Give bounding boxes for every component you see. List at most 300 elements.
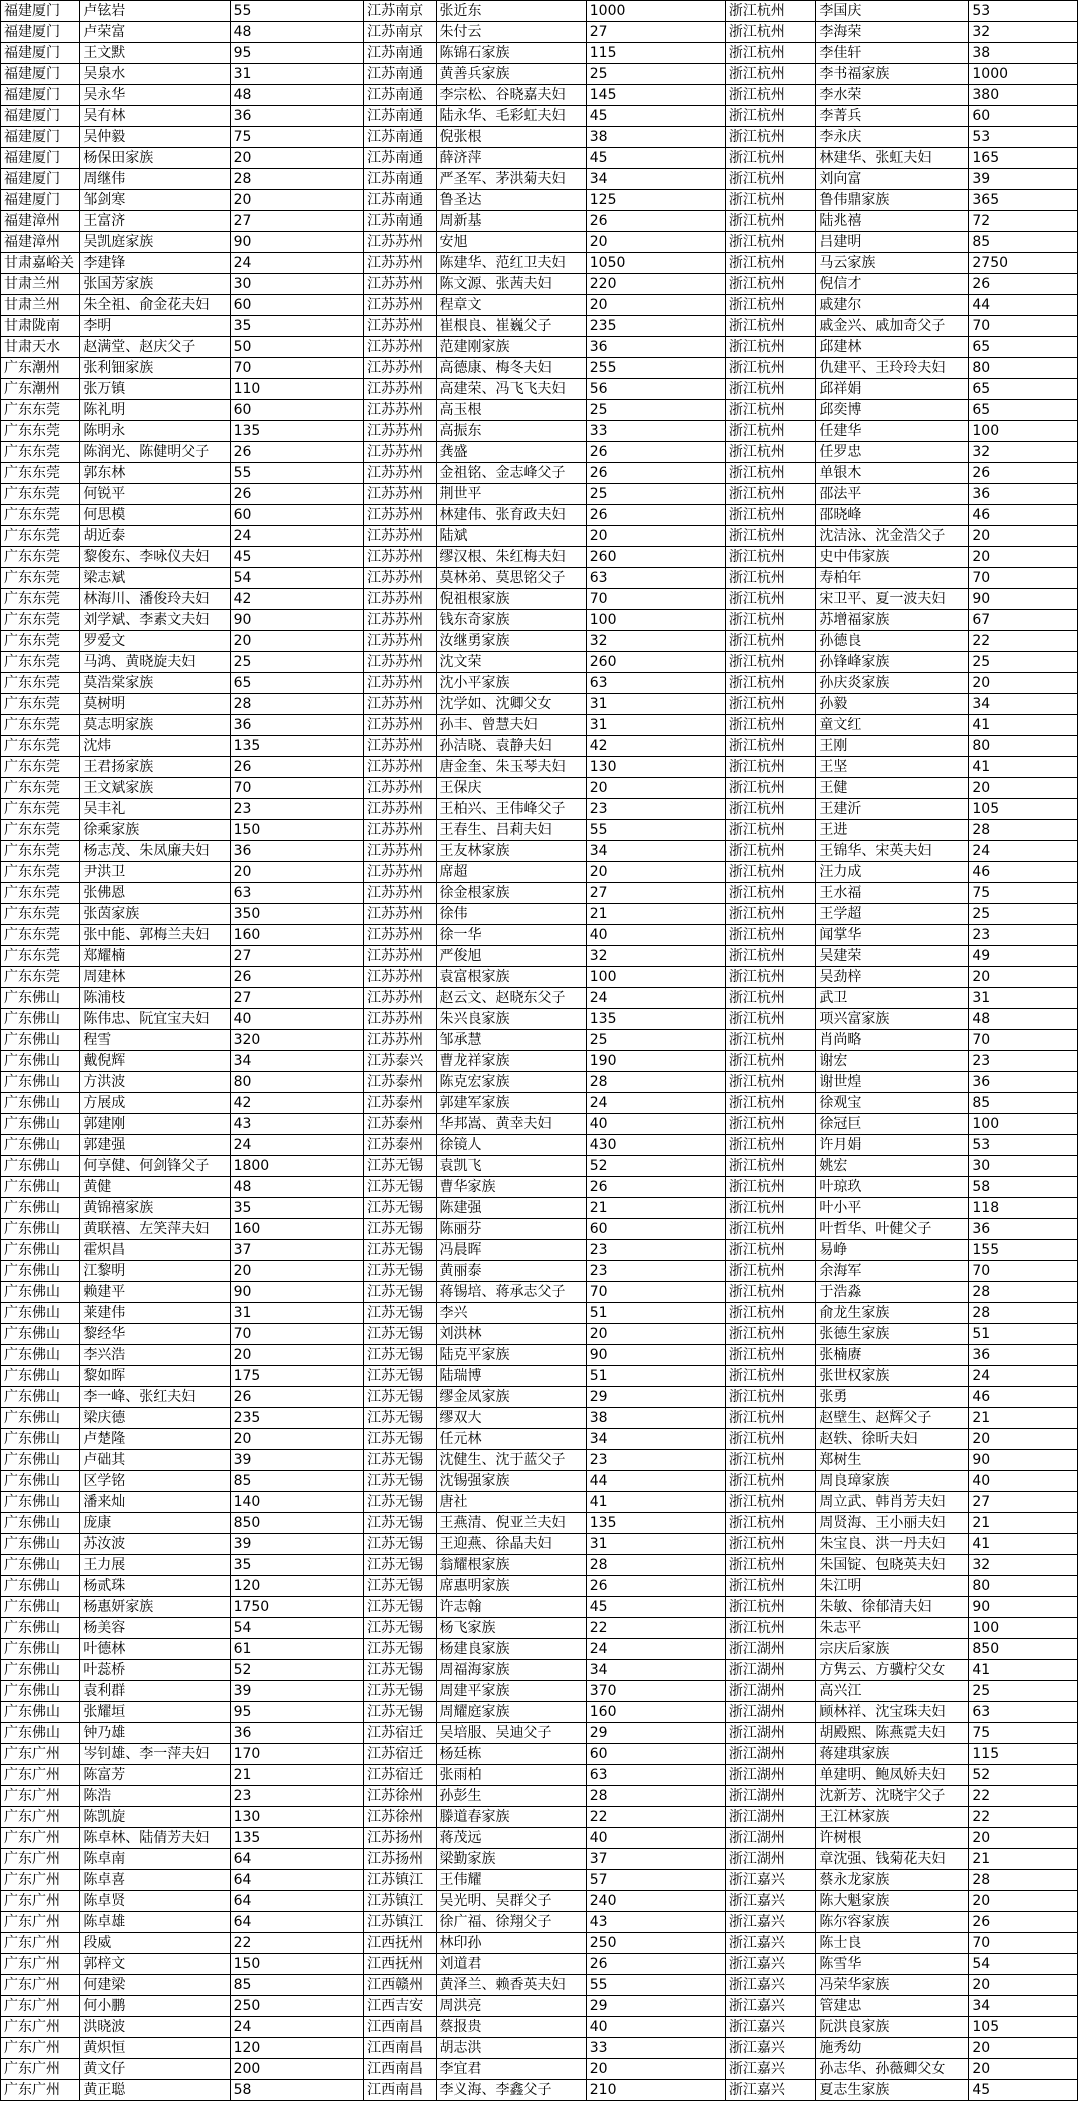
table-row xyxy=(1,1387,1078,1408)
name-c-cell: 倪信才 xyxy=(816,274,969,295)
table-row xyxy=(1,925,1078,946)
amount-c-cell: 1000 xyxy=(969,64,1078,85)
name-c-cell: 赵壁生、赵辉父子 xyxy=(816,1408,969,1429)
region-b-cell: 江苏泰州 xyxy=(364,1114,436,1135)
amount-c-cell: 90 xyxy=(969,1450,1078,1471)
region-b-cell: 江苏无锡 xyxy=(364,1492,436,1513)
name-c-cell: 寿柏年 xyxy=(816,568,969,589)
region-a-cell: 广东广州 xyxy=(1,2038,80,2059)
region-c-cell: 浙江杭州 xyxy=(725,631,815,652)
name-a-cell: 洪晓波 xyxy=(80,2017,230,2038)
amount-b-cell: 145 xyxy=(586,85,725,106)
table-row xyxy=(1,2038,1078,2059)
amount-b-cell: 34 xyxy=(586,841,725,862)
table-row xyxy=(1,799,1078,820)
amount-b-cell: 70 xyxy=(586,1282,725,1303)
amount-b-cell: 22 xyxy=(586,1618,725,1639)
region-c-cell: 浙江杭州 xyxy=(725,85,815,106)
name-b-cell: 任元林 xyxy=(436,1429,586,1450)
region-a-cell: 广东东莞 xyxy=(1,799,80,820)
name-b-cell: 高建荣、冯飞飞夫妇 xyxy=(436,379,586,400)
table-row xyxy=(1,64,1078,85)
amount-c-cell: 25 xyxy=(969,1681,1078,1702)
name-a-cell: 陈卓雄 xyxy=(80,1912,230,1933)
name-c-cell: 朱宝良、洪一丹夫妇 xyxy=(816,1534,969,1555)
name-c-cell: 陆兆禧 xyxy=(816,211,969,232)
name-b-cell: 周新基 xyxy=(436,211,586,232)
amount-a-cell: 28 xyxy=(230,694,364,715)
region-b-cell: 江苏苏州 xyxy=(364,505,436,526)
amount-a-cell: 54 xyxy=(230,1618,364,1639)
name-a-cell: 王文默 xyxy=(80,43,230,64)
table-row xyxy=(1,1891,1078,1912)
amount-b-cell: 40 xyxy=(586,1114,725,1135)
name-b-cell: 林印孙 xyxy=(436,1933,586,1954)
amount-c-cell: 70 xyxy=(969,316,1078,337)
name-c-cell: 项兴富家族 xyxy=(816,1009,969,1030)
region-b-cell: 江苏南通 xyxy=(364,211,436,232)
name-c-cell: 宗庆后家族 xyxy=(816,1639,969,1660)
name-b-cell: 王保庆 xyxy=(436,778,586,799)
name-c-cell: 孙志华、孙薇卿父女 xyxy=(816,2059,969,2080)
region-b-cell: 江苏苏州 xyxy=(364,547,436,568)
amount-c-cell: 155 xyxy=(969,1240,1078,1261)
region-a-cell: 广东广州 xyxy=(1,2017,80,2038)
region-b-cell: 江苏苏州 xyxy=(364,673,436,694)
region-a-cell: 广东佛山 xyxy=(1,1240,80,1261)
region-a-cell: 广东东莞 xyxy=(1,547,80,568)
region-b-cell: 江苏无锡 xyxy=(364,1576,436,1597)
region-c-cell: 浙江杭州 xyxy=(725,526,815,547)
table-row xyxy=(1,1051,1078,1072)
name-a-cell: 戴倪辉 xyxy=(80,1051,230,1072)
region-b-cell: 江苏扬州 xyxy=(364,1849,436,1870)
amount-c-cell: 36 xyxy=(969,1219,1078,1240)
amount-b-cell: 21 xyxy=(586,1198,725,1219)
table-row xyxy=(1,505,1078,526)
region-c-cell: 浙江嘉兴 xyxy=(725,1975,815,1996)
amount-b-cell: 20 xyxy=(586,526,725,547)
amount-b-cell: 125 xyxy=(586,190,725,211)
amount-b-cell: 25 xyxy=(586,64,725,85)
amount-b-cell: 26 xyxy=(586,211,725,232)
name-c-cell: 邵法平 xyxy=(816,484,969,505)
amount-c-cell: 22 xyxy=(969,1807,1078,1828)
region-b-cell: 江苏无锡 xyxy=(364,1345,436,1366)
name-a-cell: 区学铭 xyxy=(80,1471,230,1492)
name-c-cell: 周良璋家族 xyxy=(816,1471,969,1492)
amount-b-cell: 1000 xyxy=(586,1,725,22)
amount-a-cell: 70 xyxy=(230,1324,364,1345)
name-a-cell: 王力展 xyxy=(80,1555,230,1576)
region-b-cell: 江苏镇江 xyxy=(364,1870,436,1891)
table-row xyxy=(1,547,1078,568)
amount-b-cell: 20 xyxy=(586,232,725,253)
name-c-cell: 孙毅 xyxy=(816,694,969,715)
region-c-cell: 浙江杭州 xyxy=(725,1555,815,1576)
region-c-cell: 浙江杭州 xyxy=(725,694,815,715)
name-c-cell: 沈洁泳、沈金浩父子 xyxy=(816,526,969,547)
region-c-cell: 浙江杭州 xyxy=(725,190,815,211)
region-c-cell: 浙江杭州 xyxy=(725,1,815,22)
amount-b-cell: 25 xyxy=(586,1030,725,1051)
region-b-cell: 江苏南京 xyxy=(364,1,436,22)
region-b-cell: 江苏南通 xyxy=(364,64,436,85)
region-b-cell: 江苏苏州 xyxy=(364,526,436,547)
table-row xyxy=(1,127,1078,148)
amount-c-cell: 40 xyxy=(969,1471,1078,1492)
region-c-cell: 浙江嘉兴 xyxy=(725,1996,815,2017)
amount-c-cell: 38 xyxy=(969,43,1078,64)
table-row xyxy=(1,568,1078,589)
region-c-cell: 浙江杭州 xyxy=(725,1534,815,1555)
table-row xyxy=(1,22,1078,43)
region-b-cell: 江苏苏州 xyxy=(364,316,436,337)
region-c-cell: 浙江杭州 xyxy=(725,1513,815,1534)
name-c-cell: 邵晓峰 xyxy=(816,505,969,526)
table-row xyxy=(1,1975,1078,1996)
name-a-cell: 邹剑寒 xyxy=(80,190,230,211)
table-row xyxy=(1,106,1078,127)
amount-b-cell: 430 xyxy=(586,1135,725,1156)
amount-b-cell: 1050 xyxy=(586,253,725,274)
region-a-cell: 福建漳州 xyxy=(1,211,80,232)
amount-c-cell: 105 xyxy=(969,799,1078,820)
amount-a-cell: 24 xyxy=(230,2017,364,2038)
amount-a-cell: 60 xyxy=(230,400,364,421)
amount-b-cell: 40 xyxy=(586,2017,725,2038)
region-a-cell: 广东佛山 xyxy=(1,1681,80,1702)
region-b-cell: 江西南昌 xyxy=(364,2038,436,2059)
name-c-cell: 陈大魁家族 xyxy=(816,1891,969,1912)
region-b-cell: 江苏无锡 xyxy=(364,1660,436,1681)
amount-b-cell: 34 xyxy=(586,1660,725,1681)
name-a-cell: 何小鹏 xyxy=(80,1996,230,2017)
table-row xyxy=(1,1534,1078,1555)
region-b-cell: 江苏苏州 xyxy=(364,988,436,1009)
region-c-cell: 浙江杭州 xyxy=(725,1198,815,1219)
amount-b-cell: 240 xyxy=(586,1891,725,1912)
region-b-cell: 江苏苏州 xyxy=(364,568,436,589)
region-a-cell: 广东东莞 xyxy=(1,925,80,946)
region-a-cell: 广东东莞 xyxy=(1,862,80,883)
name-b-cell: 张近东 xyxy=(436,1,586,22)
region-a-cell: 广东佛山 xyxy=(1,1030,80,1051)
region-b-cell: 江西南昌 xyxy=(364,2017,436,2038)
amount-c-cell: 80 xyxy=(969,358,1078,379)
region-c-cell: 浙江湖州 xyxy=(725,1807,815,1828)
region-b-cell: 江苏无锡 xyxy=(364,1261,436,1282)
table-row xyxy=(1,1303,1078,1324)
amount-a-cell: 61 xyxy=(230,1639,364,1660)
name-c-cell: 蔡永龙家族 xyxy=(816,1870,969,1891)
region-a-cell: 广东佛山 xyxy=(1,1597,80,1618)
region-b-cell: 江苏苏州 xyxy=(364,757,436,778)
table-row xyxy=(1,862,1078,883)
amount-b-cell: 57 xyxy=(586,1870,725,1891)
region-a-cell: 广东广州 xyxy=(1,1849,80,1870)
region-c-cell: 浙江杭州 xyxy=(725,589,815,610)
name-a-cell: 黄炽恒 xyxy=(80,2038,230,2059)
amount-b-cell: 31 xyxy=(586,694,725,715)
name-c-cell: 朱敏、徐郁清夫妇 xyxy=(816,1597,969,1618)
region-a-cell: 广东东莞 xyxy=(1,652,80,673)
amount-c-cell: 25 xyxy=(969,652,1078,673)
region-b-cell: 江苏无锡 xyxy=(364,1702,436,1723)
amount-b-cell: 130 xyxy=(586,757,725,778)
table-row xyxy=(1,1555,1078,1576)
region-c-cell: 浙江杭州 xyxy=(725,295,815,316)
region-c-cell: 浙江杭州 xyxy=(725,967,815,988)
name-a-cell: 赵满堂、赵庆父子 xyxy=(80,337,230,358)
amount-b-cell: 190 xyxy=(586,1051,725,1072)
amount-a-cell: 110 xyxy=(230,379,364,400)
table-row xyxy=(1,1702,1078,1723)
name-c-cell: 朱国锭、包晓英夫妇 xyxy=(816,1555,969,1576)
name-c-cell: 肖尚略 xyxy=(816,1030,969,1051)
region-a-cell: 广东广州 xyxy=(1,1744,80,1765)
amount-a-cell: 20 xyxy=(230,1345,364,1366)
region-b-cell: 江苏苏州 xyxy=(364,610,436,631)
amount-c-cell: 60 xyxy=(969,106,1078,127)
region-a-cell: 广东广州 xyxy=(1,1828,80,1849)
amount-c-cell: 54 xyxy=(969,1954,1078,1975)
table-row xyxy=(1,736,1078,757)
table-row xyxy=(1,1849,1078,1870)
region-b-cell: 江苏无锡 xyxy=(364,1387,436,1408)
amount-a-cell: 40 xyxy=(230,1009,364,1030)
name-c-cell: 邱建林 xyxy=(816,337,969,358)
amount-c-cell: 41 xyxy=(969,715,1078,736)
table-row xyxy=(1,1345,1078,1366)
region-a-cell: 广东佛山 xyxy=(1,1702,80,1723)
amount-a-cell: 1750 xyxy=(230,1597,364,1618)
amount-a-cell: 20 xyxy=(230,1429,364,1450)
amount-a-cell: 70 xyxy=(230,358,364,379)
region-a-cell: 广东东莞 xyxy=(1,694,80,715)
name-a-cell: 罗爱文 xyxy=(80,631,230,652)
table-row xyxy=(1,295,1078,316)
name-a-cell: 江黎明 xyxy=(80,1261,230,1282)
table-row xyxy=(1,589,1078,610)
region-c-cell: 浙江杭州 xyxy=(725,232,815,253)
amount-c-cell: 25 xyxy=(969,904,1078,925)
amount-b-cell: 38 xyxy=(586,127,725,148)
amount-c-cell: 23 xyxy=(969,1051,1078,1072)
name-c-cell: 史中伟家族 xyxy=(816,547,969,568)
region-a-cell: 广东佛山 xyxy=(1,1387,80,1408)
amount-c-cell: 115 xyxy=(969,1744,1078,1765)
region-a-cell: 福建厦门 xyxy=(1,127,80,148)
amount-c-cell: 165 xyxy=(969,148,1078,169)
region-b-cell: 江苏南通 xyxy=(364,148,436,169)
region-c-cell: 浙江湖州 xyxy=(725,1828,815,1849)
region-a-cell: 福建厦门 xyxy=(1,43,80,64)
amount-c-cell: 70 xyxy=(969,568,1078,589)
amount-a-cell: 48 xyxy=(230,85,364,106)
name-a-cell: 方洪波 xyxy=(80,1072,230,1093)
name-c-cell: 张勇 xyxy=(816,1387,969,1408)
amount-a-cell: 60 xyxy=(230,505,364,526)
table-row xyxy=(1,694,1078,715)
name-c-cell: 王学超 xyxy=(816,904,969,925)
amount-a-cell: 27 xyxy=(230,211,364,232)
name-b-cell: 陈文源、张茜夫妇 xyxy=(436,274,586,295)
name-c-cell: 阮洪良家族 xyxy=(816,2017,969,2038)
name-b-cell: 唐社 xyxy=(436,1492,586,1513)
name-b-cell: 王友林家族 xyxy=(436,841,586,862)
table-row xyxy=(1,379,1078,400)
name-c-cell: 夏志生家族 xyxy=(816,2080,969,2101)
amount-a-cell: 28 xyxy=(230,169,364,190)
name-a-cell: 赖建平 xyxy=(80,1282,230,1303)
name-a-cell: 杨惠妍家族 xyxy=(80,1597,230,1618)
amount-b-cell: 45 xyxy=(586,1597,725,1618)
region-a-cell: 福建厦门 xyxy=(1,85,80,106)
region-c-cell: 浙江杭州 xyxy=(725,1135,815,1156)
region-c-cell: 浙江杭州 xyxy=(725,1282,815,1303)
region-a-cell: 广东东莞 xyxy=(1,505,80,526)
region-c-cell: 浙江嘉兴 xyxy=(725,1933,815,1954)
amount-c-cell: 27 xyxy=(969,1492,1078,1513)
name-b-cell: 缪汉根、朱红梅夫妇 xyxy=(436,547,586,568)
table-row xyxy=(1,1618,1078,1639)
name-c-cell: 叶哲华、叶健父子 xyxy=(816,1219,969,1240)
region-a-cell: 广东佛山 xyxy=(1,1345,80,1366)
name-c-cell: 孙锋峰家族 xyxy=(816,652,969,673)
name-b-cell: 陈锦石家族 xyxy=(436,43,586,64)
amount-b-cell: 41 xyxy=(586,1492,725,1513)
name-a-cell: 黄联禧、左笑萍夫妇 xyxy=(80,1219,230,1240)
region-c-cell: 浙江杭州 xyxy=(725,1093,815,1114)
amount-b-cell: 370 xyxy=(586,1681,725,1702)
table-row xyxy=(1,1198,1078,1219)
name-b-cell: 黄丽泰 xyxy=(436,1261,586,1282)
region-b-cell: 江苏苏州 xyxy=(364,862,436,883)
region-c-cell: 浙江嘉兴 xyxy=(725,1870,815,1891)
amount-a-cell: 200 xyxy=(230,2059,364,2080)
region-b-cell: 江苏无锡 xyxy=(364,1219,436,1240)
region-c-cell: 浙江嘉兴 xyxy=(725,2059,815,2080)
name-b-cell: 蔡报贵 xyxy=(436,2017,586,2038)
region-a-cell: 广东东莞 xyxy=(1,463,80,484)
amount-b-cell: 25 xyxy=(586,400,725,421)
amount-b-cell: 29 xyxy=(586,1996,725,2017)
name-a-cell: 陈卓喜 xyxy=(80,1870,230,1891)
region-b-cell: 江苏无锡 xyxy=(364,1408,436,1429)
name-c-cell: 李水荣 xyxy=(816,85,969,106)
name-a-cell: 吴永华 xyxy=(80,85,230,106)
name-a-cell: 郭建强 xyxy=(80,1135,230,1156)
region-a-cell: 广东佛山 xyxy=(1,1450,80,1471)
region-a-cell: 广东东莞 xyxy=(1,967,80,988)
region-c-cell: 浙江杭州 xyxy=(725,715,815,736)
name-c-cell: 吴劲梓 xyxy=(816,967,969,988)
amount-c-cell: 46 xyxy=(969,862,1078,883)
region-c-cell: 浙江杭州 xyxy=(725,421,815,442)
region-a-cell: 广东佛山 xyxy=(1,1198,80,1219)
table-row xyxy=(1,1471,1078,1492)
table-row xyxy=(1,1030,1078,1051)
amount-c-cell: 34 xyxy=(969,1996,1078,2017)
amount-a-cell: 26 xyxy=(230,442,364,463)
name-c-cell: 仇建平、王玲玲夫妇 xyxy=(816,358,969,379)
name-b-cell: 鲁圣达 xyxy=(436,190,586,211)
amount-a-cell: 45 xyxy=(230,547,364,568)
region-c-cell: 浙江湖州 xyxy=(725,1660,815,1681)
table-row xyxy=(1,841,1078,862)
name-b-cell: 朱兴良家族 xyxy=(436,1009,586,1030)
amount-b-cell: 37 xyxy=(586,1849,725,1870)
name-b-cell: 华邦嵩、黄幸夫妇 xyxy=(436,1114,586,1135)
amount-c-cell: 28 xyxy=(969,820,1078,841)
name-a-cell: 陈富芳 xyxy=(80,1765,230,1786)
name-a-cell: 陈润光、陈健明父子 xyxy=(80,442,230,463)
name-a-cell: 何思模 xyxy=(80,505,230,526)
name-c-cell: 于浩淼 xyxy=(816,1282,969,1303)
name-b-cell: 黄泽兰、赖香英夫妇 xyxy=(436,1975,586,1996)
amount-a-cell: 39 xyxy=(230,1681,364,1702)
name-b-cell: 赵云文、赵晓东父子 xyxy=(436,988,586,1009)
name-b-cell: 周洪亮 xyxy=(436,1996,586,2017)
region-b-cell: 江苏无锡 xyxy=(364,1639,436,1660)
table-row xyxy=(1,1744,1078,1765)
name-c-cell: 章沈强、钱菊花夫妇 xyxy=(816,1849,969,1870)
name-c-cell: 朱江明 xyxy=(816,1576,969,1597)
name-c-cell: 周立武、韩肖芳夫妇 xyxy=(816,1492,969,1513)
region-c-cell: 浙江杭州 xyxy=(725,988,815,1009)
amount-c-cell: 39 xyxy=(969,169,1078,190)
name-b-cell: 缪金凤家族 xyxy=(436,1387,586,1408)
amount-a-cell: 64 xyxy=(230,1870,364,1891)
name-c-cell: 汪力成 xyxy=(816,862,969,883)
name-a-cell: 杨美容 xyxy=(80,1618,230,1639)
amount-b-cell: 33 xyxy=(586,2038,725,2059)
region-c-cell: 浙江杭州 xyxy=(725,274,815,295)
region-c-cell: 浙江杭州 xyxy=(725,862,815,883)
name-b-cell: 王柏兴、王伟峰父子 xyxy=(436,799,586,820)
amount-b-cell: 26 xyxy=(586,1954,725,1975)
name-a-cell: 王君扬家族 xyxy=(80,757,230,778)
region-a-cell: 福建厦门 xyxy=(1,169,80,190)
name-c-cell: 王健 xyxy=(816,778,969,799)
amount-b-cell: 33 xyxy=(586,421,725,442)
name-c-cell: 许树根 xyxy=(816,1828,969,1849)
name-c-cell: 叶小平 xyxy=(816,1198,969,1219)
amount-a-cell: 75 xyxy=(230,127,364,148)
amount-a-cell: 70 xyxy=(230,778,364,799)
region-b-cell: 江苏苏州 xyxy=(364,736,436,757)
table-row xyxy=(1,2080,1078,2101)
name-c-cell: 陈尔容家族 xyxy=(816,1912,969,1933)
region-a-cell: 广东广州 xyxy=(1,1912,80,1933)
region-c-cell: 浙江杭州 xyxy=(725,1492,815,1513)
region-c-cell: 浙江嘉兴 xyxy=(725,2017,815,2038)
region-c-cell: 浙江杭州 xyxy=(725,1009,815,1030)
region-a-cell: 广东东莞 xyxy=(1,904,80,925)
region-c-cell: 浙江杭州 xyxy=(725,316,815,337)
amount-b-cell: 20 xyxy=(586,2059,725,2080)
name-b-cell: 王燕清、倪亚兰夫妇 xyxy=(436,1513,586,1534)
amount-a-cell: 55 xyxy=(230,463,364,484)
name-b-cell: 汝继勇家族 xyxy=(436,631,586,652)
amount-a-cell: 36 xyxy=(230,106,364,127)
amount-a-cell: 36 xyxy=(230,1723,364,1744)
name-c-cell: 马云家族 xyxy=(816,253,969,274)
name-b-cell: 蒋茂远 xyxy=(436,1828,586,1849)
region-b-cell: 江苏南通 xyxy=(364,127,436,148)
name-c-cell: 方隽云、方骥柠父女 xyxy=(816,1660,969,1681)
